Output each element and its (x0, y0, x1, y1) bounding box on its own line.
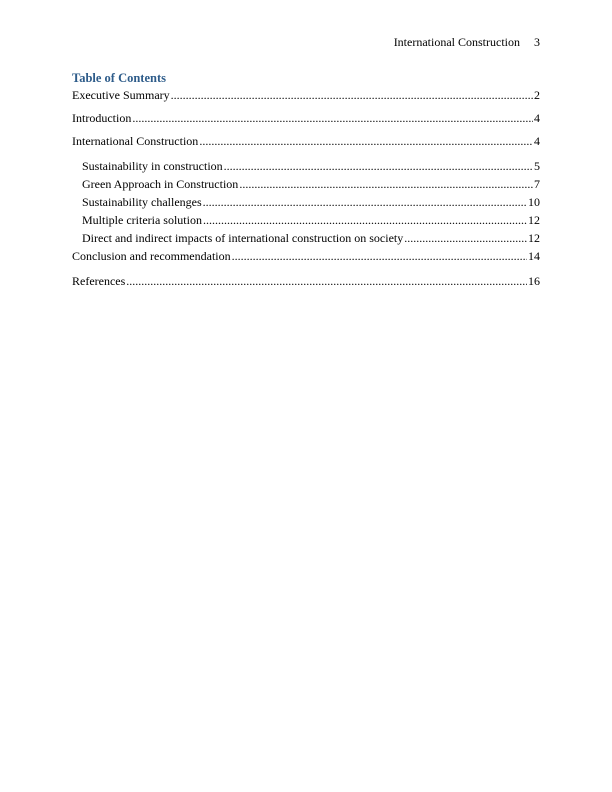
toc-entry-label: Green Approach in Construction (82, 177, 239, 191)
toc-entry-label: Conclusion and recommendation (72, 249, 231, 263)
toc-entry-label: Multiple criteria solution (82, 213, 202, 227)
toc-entry-label: Sustainability in construction (82, 159, 223, 173)
toc-entry-page: 7 (534, 177, 540, 191)
toc-leader (203, 195, 527, 210)
toc-entry-label: Direct and indirect impacts of international construction on society (82, 231, 404, 245)
toc-entry-conclusion[interactable] (72, 249, 540, 264)
toc-entry-page: 2 (534, 88, 540, 102)
toc-leader (239, 177, 533, 192)
toc-leader (224, 159, 533, 174)
page-header (394, 35, 540, 50)
toc-leader (404, 231, 527, 246)
toc-entry-page: 4 (534, 111, 540, 125)
toc-entry-label: Sustainability challenges (82, 195, 202, 209)
toc-entry-page: 12 (528, 213, 540, 227)
toc-entry-label: International Construction (72, 134, 199, 148)
toc-entry-label: References (72, 274, 126, 288)
page-number: 3 (534, 35, 540, 49)
toc-entry-page: 10 (528, 195, 540, 209)
toc-leader (126, 274, 527, 289)
toc-leader (132, 111, 533, 126)
toc-entry-page: 12 (528, 231, 540, 245)
toc-leader (232, 249, 527, 264)
toc-entry-references[interactable] (72, 274, 540, 289)
toc-entry-page: 5 (534, 159, 540, 173)
toc-entry-sustainability-in-construction[interactable] (72, 159, 540, 174)
toc-entry-page: 16 (528, 274, 540, 288)
table-of-contents (72, 71, 540, 297)
toc-entry-executive-summary[interactable] (72, 88, 540, 103)
toc-entry-introduction[interactable] (72, 111, 540, 126)
toc-leader (171, 88, 533, 103)
toc-entry-page: 14 (528, 249, 540, 263)
running-title: International Construction (393, 35, 520, 49)
toc-entry-label: Introduction (72, 111, 132, 125)
toc-entry-international-construction[interactable] (72, 134, 540, 149)
toc-entry-label: Executive Summary (72, 88, 170, 102)
toc-entry-sustainability-challenges[interactable] (72, 195, 540, 210)
toc-leader (199, 134, 533, 149)
toc-entry-page: 4 (534, 134, 540, 148)
toc-leader (203, 213, 527, 228)
toc-entry-multiple-criteria-solution[interactable] (72, 213, 540, 228)
toc-entry-green-approach[interactable] (72, 177, 540, 192)
toc-entry-direct-indirect-impacts[interactable] (72, 231, 540, 246)
toc-title: Table of Contents (72, 71, 166, 85)
